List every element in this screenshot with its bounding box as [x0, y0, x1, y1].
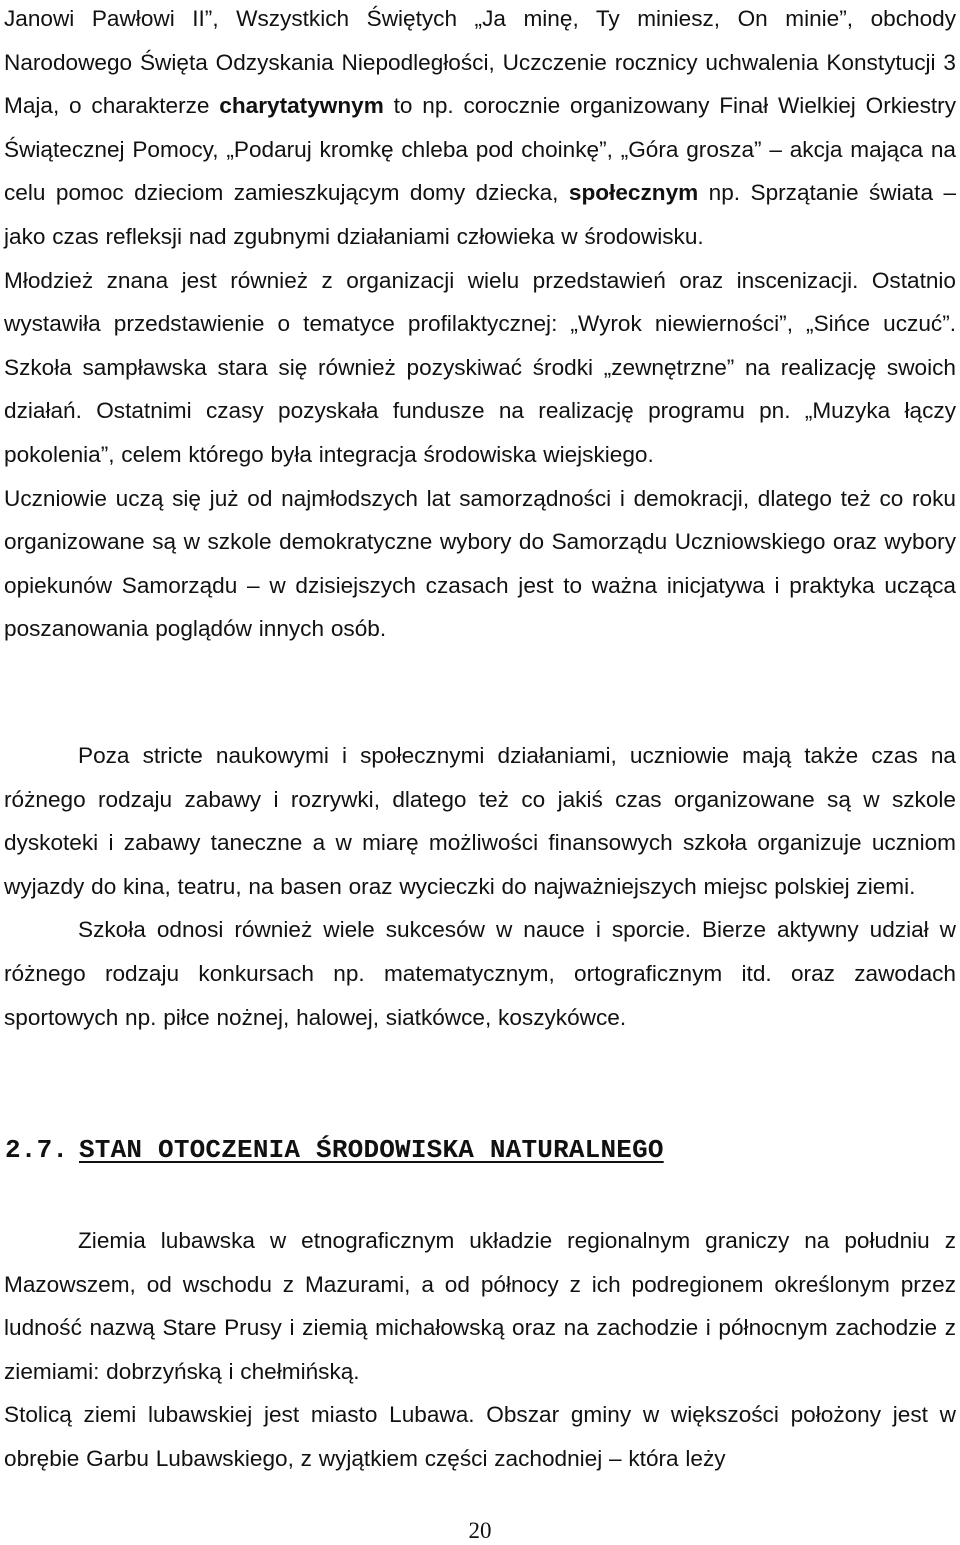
middle-text-block: [4, 734, 956, 1039]
events-text-part-1: Janowi Pawłowi II”, Wszystkich Świętych „Ja minę, Ty miniesz, On minie”, obchody Narodowego Święta Odzyskania Niepodległości, Uczczenie rocznicy uchwalenia Konstytucji 3 Maja, o charakterze: [4, 6, 956, 119]
upper-text-block: [4, 0, 956, 651]
charitable-keyword: charytatywnym: [219, 93, 384, 119]
youth-paragraph: Młodzież znana jest również z organizacji wielu przedstawień oraz inscenizacji. Ostatnio wystawiła przedstawienie o tematyce profilaktycznej: „Wyrok niewierności”, „Sińce uczuć”. Szkoła sampławska stara się również pozyskiwać środki „zewnętrzne” na realizację swoich działań. Ostatnimi czasy pozyskała fundusze na realizację programu pn. „Muzyka łączy pokolenia”, celem którego była integracja środowiska wiejskiego.: [4, 267, 956, 467]
events-text-part-3: np. Sprzątanie świata – jako czas refleksji nad zgubnymi działaniami człowieka w środowisku.: [4, 180, 957, 249]
leisure-paragraph: Poza stricte naukowymi i społecznymi działaniami, uczniowie mają także czas na różnego rodzaju zabawy i rozrywki, dlatego też co jakiś czas organizowane są w szkole dyskoteki i zabawy taneczne a w miarę możliwości finansowych szkoła organizuje uczniom wyjazdy do kina, teatru, na basen oraz wycieczki do najważniejszych miejsc polskiej ziemi.: [4, 743, 956, 899]
events-text-part-2: to np. corocznie organizowany Finał Wielkiej Orkiestry Świątecznej Pomocy, „Podaruj kromkę chleba pod choinkę”, „Góra grosza” – akcja mająca na celu pomoc dzieciom zamieszkującym domy dziecka,: [4, 93, 956, 206]
section-number: 2.7.: [5, 1135, 69, 1165]
section-heading: [5, 1128, 664, 1172]
land-paragraph: Ziemia lubawska w etnograficznym układzie regionalnym graniczy na południu z Mazowszem, od wschodu z Mazurami, a od północy z ich podregionem określonym przez ludność nazwą Stare Prusy i ziemią michałowską oraz na zachodzie i północnym zachodzie z ziemiami: dobrzyńską i chełmińską.: [4, 1228, 956, 1384]
students-paragraph: Uczniowie uczą się już od najmłodszych lat samorządności i demokracji, dlatego też co roku organizowane są w szkole demokratyczne wybory do Samorządu Uczniowskiego oraz wybory opiekunów Samorządu – w dzisiejszych czasach jest to ważna inicjatywa i praktyka ucząca poszanowania poglądów innych osób.: [4, 485, 956, 642]
social-keyword: społecznym: [568, 180, 699, 206]
page-number: 20: [468, 1518, 492, 1543]
section-title: STAN OTOCZENIA ŚRODOWISKA NATURALNEGO: [79, 1135, 664, 1165]
events-paragraph: [4, 0, 956, 259]
capital-paragraph: Stolicą ziemi lubawskiej jest miasto Lubawa. Obszar gminy w większości położony jest w obrębie Garbu Lubawskiego, z wyjątkiem części zachodniej – która leży: [4, 1402, 956, 1471]
lower-text-block: [4, 1219, 956, 1481]
success-paragraph: Szkoła odnosi również wiele sukcesów w nauce i sporcie. Bierze aktywny udział w różnego rodzaju konkursach np. matematycznym, ortograficznym itd. oraz zawodach sportowych np. piłce nożnej, halowej, siatkówce, koszykówce.: [4, 917, 956, 1030]
